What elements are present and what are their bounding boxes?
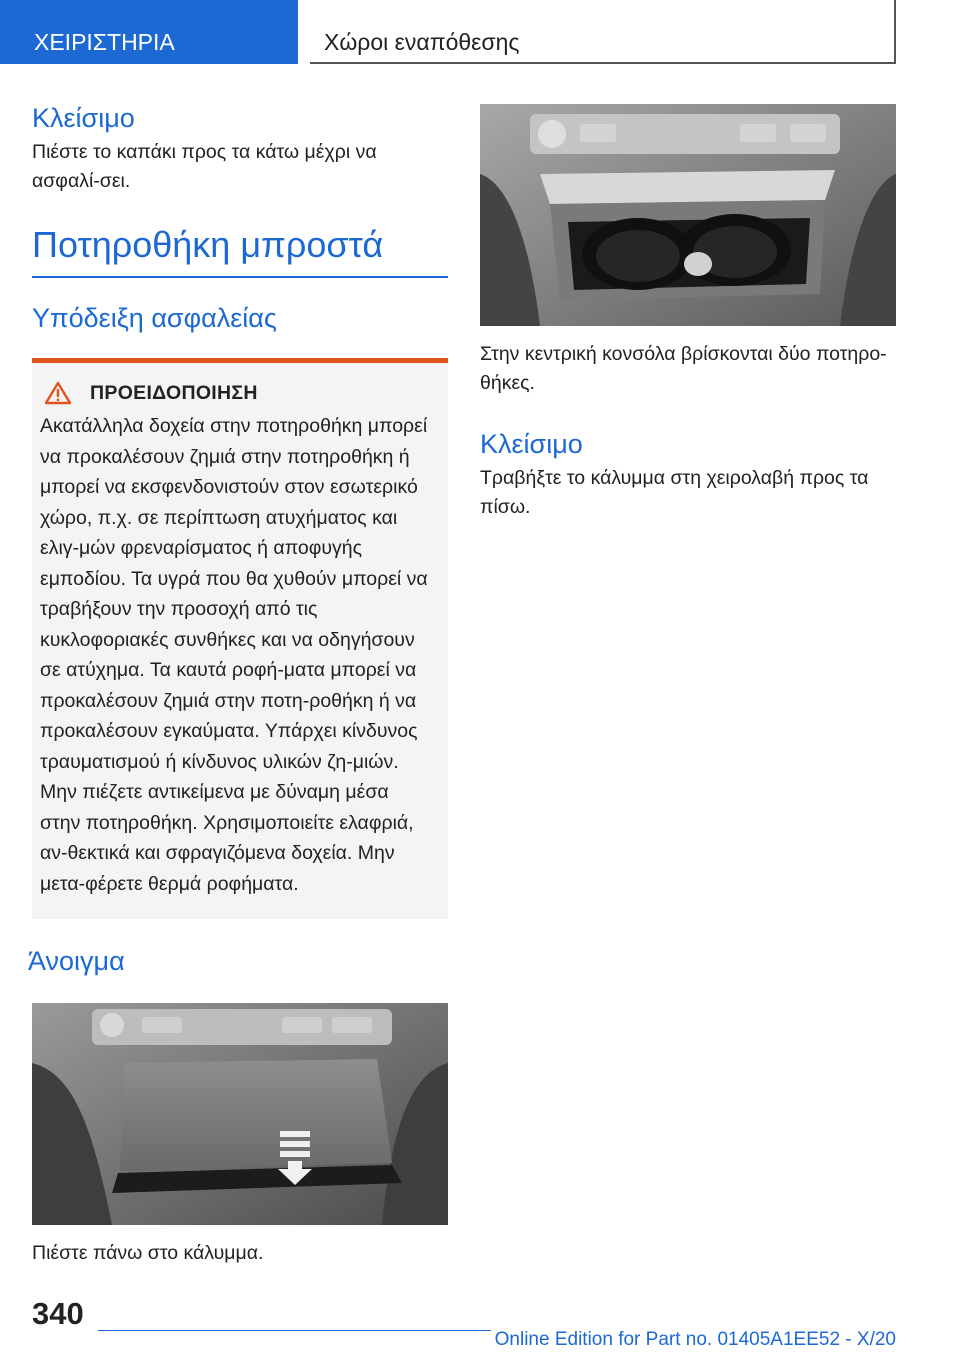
left-column (28, 98, 448, 1268)
closing-text-right: Τραβήξτε το κάλυμμα στη χειρολαβή προς τα πίσω. (480, 467, 869, 518)
warning-box (32, 358, 448, 919)
cupholder-caption: Στην κεντρική κονσόλα βρίσκονται δύο ποτηρο-θήκες. (480, 343, 887, 394)
footer-edition: Online Edition for Part no. 01405A1EE52 - X/20 (491, 1329, 896, 1351)
opening-caption: Πιέστε πάνω στο κάλυμμα. (32, 1242, 264, 1264)
closing-heading-left: Κλείσιμο (32, 103, 135, 133)
opening-photo (32, 1003, 448, 1225)
warning-header (40, 381, 434, 405)
closing-heading-right: Κλείσιμο (480, 429, 583, 459)
safety-heading: Υπόδειξη ασφαλείας (32, 303, 277, 333)
opening-heading: Άνοιγμα (28, 946, 125, 976)
chapter-title: ΧΕΙΡΙΣΤΗΡΙΑ (34, 29, 175, 55)
section-title-header: Χώροι εναπόθεσης (324, 29, 520, 55)
right-column (480, 104, 896, 522)
warning-triangle-icon (44, 381, 72, 405)
page-number: 340 (32, 1296, 84, 1331)
section-header (310, 0, 896, 64)
closing-text-left: Πιέστε το καπάκι προς τα κάτω μέχρι να ασφαλί-σει. (32, 141, 377, 192)
chapter-tab (0, 0, 298, 64)
cupholder-photo (480, 104, 896, 326)
cupholder-section-title: Ποτηροθήκη μπροστά (32, 220, 448, 278)
warning-title: ΠΡΟΕΙΔΟΠΟΙΗΣΗ (90, 381, 258, 404)
warning-text: Ακατάλληλα δοχεία στην ποτηροθήκη μπορεί να προκαλέσουν ζημιά στην ποτηροθήκη ή μπορεί να εκσφενδονιστούν στον εσωτερικό χώρο, π.χ. σε περίπτωση ατυχήματος και ελιγ-μών φρεναρίσματος ή αποφυγής εμποδίου. Τα υγρά που θα χυθούν μπορεί να τραβήξουν την προσοχή από τις κυκλοφοριακές συνθήκες και να οδηγήσουν σε ατύχημα. Τα καυτά ροφή-ματα μπορεί να προκαλέσουν ζημιά στην ποτη-ροθήκη ή να προκαλέσουν εγκαύματα. Υπάρχει κίνδυνος τραυματισμού ή κίνδυνος υλικών ζη-μιών. Μην πιέζετε αντικείμενα με δύναμη μέσα στην ποτηροθήκη. Χρησιμοποιείτε ελαφριά, αν-θεκτικά και σφραγιζόμενα δοχεία. Μην μετα-φέρετε θερμά ροφήματα. (40, 415, 428, 895)
